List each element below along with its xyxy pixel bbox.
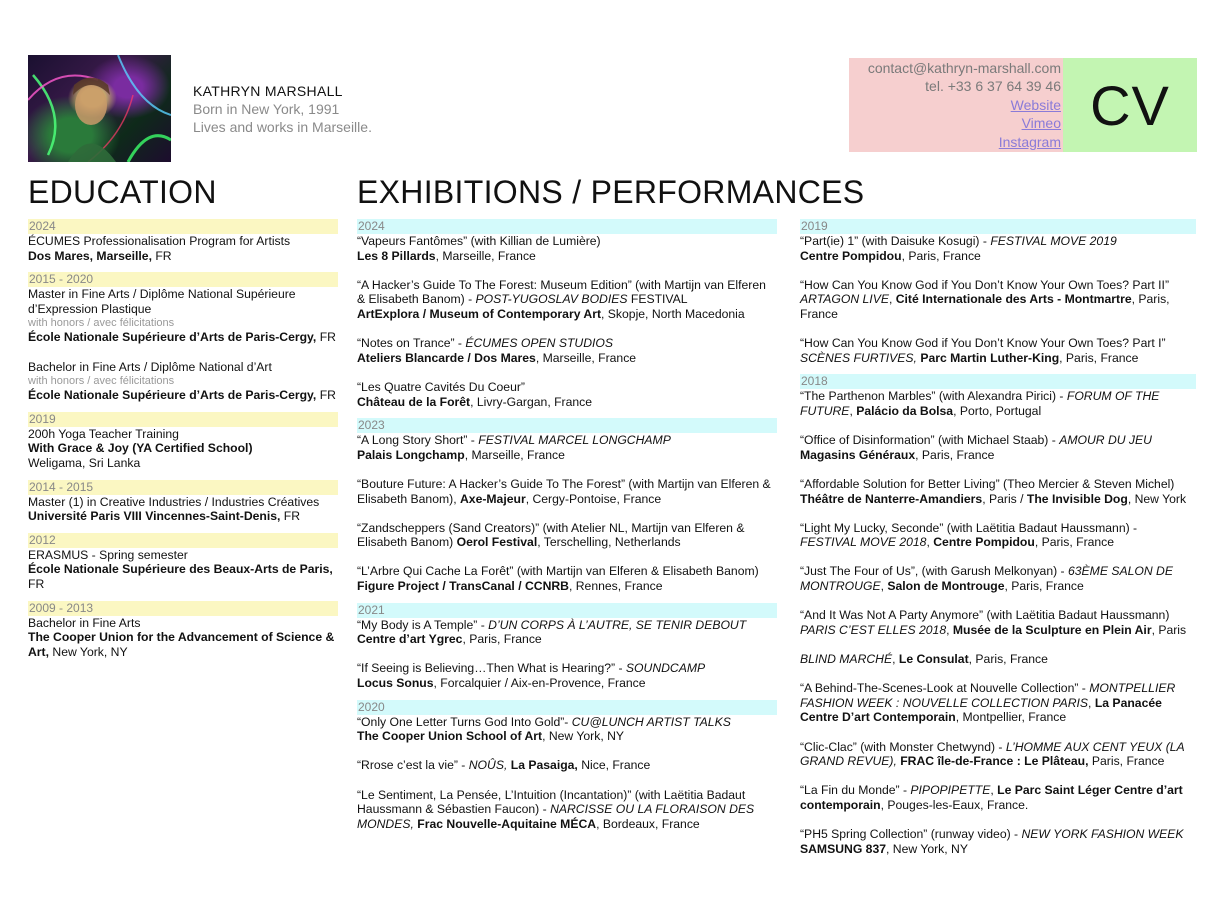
event-text: NARCISSE OU LA FLORAISON DES MONDES, (357, 802, 755, 831)
venue-text: With Grace & Joy (YA Certified School) (28, 441, 253, 456)
entry (800, 740, 1196, 769)
entry (357, 661, 777, 690)
entry-line (800, 448, 1196, 463)
entry-text: , Paris / (982, 491, 1027, 506)
entry-text: ERASMUS - Spring semester (28, 547, 188, 562)
entry-line (800, 652, 1196, 667)
entry-text: , Porto, Portugal (953, 403, 1042, 418)
entry-text: FR (316, 388, 336, 403)
entry-text: “Vapeurs Fantômes” (with Killian de Lumière) (357, 234, 601, 248)
year-label: 2018 (800, 374, 1196, 389)
entry (800, 234, 1196, 263)
entry-line (800, 234, 1196, 249)
entry (357, 564, 777, 593)
entry (800, 783, 1196, 812)
entry-line (28, 360, 338, 375)
entry-line (357, 234, 777, 249)
education-heading: EDUCATION (28, 174, 217, 210)
entry-text: “Le Sentiment, La Pensée, L’Intuition (Incantation)” (with Laëtitia Badaut Haussmann & Sébastien Faucon) - (357, 787, 746, 817)
entry-line (800, 389, 1196, 418)
entry-line (357, 788, 777, 832)
entry-text: Bachelor in Fine Arts / Diplôme National d’Art (28, 359, 272, 374)
entry-line (357, 632, 777, 647)
entry-text: “A Behind-The-Scenes-Look at Nouvelle Collection” - (800, 681, 1090, 696)
venue-text: The Cooper Union School of Art (357, 729, 543, 744)
entry (28, 548, 338, 592)
entry (28, 360, 338, 403)
entry-text: , Marseille, France (535, 350, 637, 365)
venue-text: FRAC île-de-France : Le Plâteau, (900, 754, 1089, 769)
entry-line (357, 676, 777, 691)
entry (357, 758, 777, 773)
entry-text: , Paris, France (968, 652, 1048, 667)
entry-line (28, 234, 338, 249)
entry-text: “Les Quatre Cavités Du Coeur” (357, 379, 525, 394)
entry (800, 681, 1196, 725)
year-label: 2021 (357, 603, 777, 618)
entry-text: “Rrose c’est la vie” - (357, 758, 469, 773)
entry-line (28, 495, 338, 510)
entry-text: “How Can You Know God if You Don’t Know Your Own Toes? Part I” (800, 336, 1166, 351)
entry-line (28, 616, 338, 631)
venue-text: Musée de la Sculpture en Plein Air (952, 622, 1152, 637)
entry-text: “Only One Letter Turns God Into Gold”- (357, 714, 572, 729)
entry-text: “Notes on Trance” - (357, 336, 466, 351)
entry-line (28, 427, 338, 442)
year-label: 2024 (28, 219, 338, 234)
venue-text: Théâtre de Nanterre-Amandiers (800, 491, 983, 506)
section-2023 (357, 418, 777, 594)
event-text: FESTIVAL MARCEL LONGCHAMP (478, 433, 671, 448)
entry-line (357, 661, 777, 676)
entry-text: , Pouges-les-Eaux, France. (880, 797, 1029, 812)
venue-text: Palais Longchamp (357, 447, 465, 462)
entry-text: Master (1) in Creative Industries / Industries Créatives (28, 494, 320, 509)
entry-text: “Light My Lucky, Seconde” (with Laëtitia Badaut Haussmann) - (800, 520, 1138, 535)
entry-text: FR (151, 248, 172, 263)
bio (193, 82, 372, 136)
entry-text: “Just The Four of Us”, (with Garush Melkonyan) - (800, 564, 1068, 579)
event-text: ARTAGON LIVE (800, 292, 889, 307)
exhibitions-heading: EXHIBITIONS / PERFORMANCES (357, 174, 865, 210)
section-2009-2013 (28, 601, 338, 660)
venue-text: SAMSUNG 837 (800, 841, 887, 856)
entry-line (800, 477, 1196, 492)
venue-text: Centre Pompidou (933, 535, 1035, 550)
portrait-photo (28, 55, 171, 162)
entry-text: “Office of Disinformation” (with Michael Staab) - (800, 433, 1060, 448)
entry-text: , New York, NY (542, 729, 625, 744)
venue-text: École Nationale Supérieure des Beaux-Arts de Paris, (28, 562, 333, 577)
entry-line (28, 388, 338, 403)
entry-text: , Marseille, France (464, 447, 565, 462)
venue-text: Centre Pompidou (800, 248, 902, 263)
entry (357, 380, 777, 409)
venue-text: École Nationale Supérieure d’Arts de Paris-Cergy, (28, 388, 317, 403)
entry-line (357, 249, 777, 264)
entry-line (28, 456, 338, 471)
entry-text: , Paris, France (901, 248, 981, 263)
entry (800, 608, 1196, 637)
entry-text: “A Hacker’s Guide To The Forest: Museum Edition” (with Martijn van Elferen & Elisabeth Banom) - (357, 277, 766, 307)
entry-text: , New York (1127, 491, 1187, 506)
entry-line (357, 729, 777, 744)
year-label: 2019 (800, 219, 1196, 234)
event-text: PARIS C’EST ELLES 2018 (800, 622, 947, 637)
entry-line (357, 477, 777, 506)
education-column (28, 219, 338, 668)
venue-text: The Invisible Dog (1026, 491, 1128, 506)
entry (357, 336, 777, 365)
contact-email[interactable]: contact@kathryn-marshall.com (867, 60, 1061, 76)
entry (357, 278, 777, 322)
venue-text: La Panacée Centre D’art Contemporain (800, 695, 1162, 725)
event-text: AMOUR DU JEU (1059, 433, 1152, 448)
event-text: PIPOPIPETTE (910, 783, 991, 798)
entry-line (357, 380, 777, 395)
entry-text: 200h Yoga Teacher Training (28, 426, 179, 441)
entry-text: , Paris, France (800, 292, 1170, 321)
entry (28, 234, 338, 263)
entry-line (28, 509, 338, 524)
vimeo-link[interactable]: Vimeo (1021, 115, 1061, 132)
exhibitions-column-2 (800, 219, 1196, 865)
entry-text: FR (316, 330, 336, 345)
entry-text: “If Seeing is Believing…Then What is Hearing?” - (357, 661, 626, 676)
section-2015-2020 (28, 272, 338, 403)
entry-line (357, 433, 777, 448)
entry-line (800, 292, 1196, 321)
entry-text: “How Can You Know God if You Don’t Know Your Own Toes? Part II” (800, 277, 1170, 292)
entry (28, 495, 338, 524)
entry-text: , Paris, France (1059, 350, 1139, 365)
entry-line (357, 715, 777, 730)
entry-line (357, 395, 777, 410)
entry-text: “L’Arbre Qui Cache La Forêt” (with Martijn van Elferen & Elisabeth Banom) (357, 564, 759, 579)
entry (28, 427, 338, 471)
entry-text: , (946, 622, 953, 637)
entry-line (28, 287, 338, 316)
entry (357, 521, 777, 550)
entry-line (800, 351, 1196, 366)
entry-line (800, 740, 1196, 769)
entry-text: “The Parthenon Marbles” (with Alexandra Pirici) - (800, 389, 1067, 404)
entry-line (800, 623, 1196, 638)
entry-line (357, 579, 777, 594)
entry-text: , Montpellier, France (955, 710, 1067, 725)
section-2012 (28, 533, 338, 592)
entry-line (800, 564, 1196, 593)
venue-text: Axe-Majeur (459, 491, 526, 506)
entry (357, 715, 777, 744)
event-text: MONTPELLIER FASHION WEEK : NOUVELLE COLLECTION PARIS (800, 681, 1176, 710)
entry-text: , New York, NY (886, 841, 968, 856)
entry-text: “Clic-Clac” (with Monster Chetwynd) - (800, 739, 1006, 754)
artist-name: KATHRYN MARSHALL (193, 83, 343, 99)
entry-line (357, 278, 777, 307)
entry-text: “A Long Story Short” - (357, 433, 479, 448)
section-2020 (357, 700, 777, 832)
entry-text: , (892, 652, 899, 667)
event-text: SCÈNES FURTIVES, (800, 350, 917, 365)
entry (800, 652, 1196, 667)
entry-text: , Marseille, France (435, 248, 536, 263)
entry-text: FESTIVAL (627, 292, 688, 307)
venue-text: Le Consulat (898, 652, 969, 667)
entry-line (357, 758, 777, 773)
entry-line (800, 492, 1196, 507)
entry-text: “Bouture Future: A Hacker’s Guide To The Forest” (with Martijn van Elferen & Elisabeth Banom), (357, 476, 771, 506)
instagram-link[interactable]: Instagram (998, 133, 1061, 150)
year-label: 2009 - 2013 (28, 601, 338, 616)
event-text: BLIND MARCHÉ (800, 652, 893, 667)
venue-text: Château de la Forêt (357, 394, 471, 409)
year-label: 2015 - 2020 (28, 272, 338, 287)
venue-text: Cité Internationale des Arts - Montmartre (895, 292, 1132, 307)
entry-line (28, 374, 338, 388)
venue-text: Université Paris VIII Vincennes-Saint-Denis, (28, 509, 281, 524)
entry-line (800, 433, 1196, 448)
entry-line (357, 307, 777, 322)
entry-line (800, 783, 1196, 812)
event-text: FESTIVAL MOVE 2019 (990, 234, 1117, 248)
venue-text: The Cooper Union for the Advancement of Science & Art, (28, 630, 335, 659)
year-label: 2023 (357, 418, 777, 433)
venue-text: Palácio da Bolsa (856, 403, 954, 418)
cv-label: CV (1063, 58, 1197, 152)
entry-line (800, 278, 1196, 293)
entry (800, 564, 1196, 593)
section-2018 (800, 374, 1196, 856)
venue-text: La Pasaiga, (510, 758, 578, 773)
entry-text: , (888, 292, 896, 307)
entry-text: , Paris, France (1034, 535, 1115, 550)
entry-text: , Paris, France (915, 447, 995, 462)
entry-text: , Paris (1151, 622, 1187, 637)
year-label: 2020 (357, 700, 777, 715)
event-text: NOÛS, (468, 758, 508, 773)
year-label: 2024 (357, 219, 777, 234)
event-text: SOUNDCAMP (625, 661, 706, 676)
year-label: 2012 (28, 533, 338, 548)
entry-text: , (926, 535, 934, 550)
event-text: POST-YUGOSLAV BODIES (475, 292, 628, 307)
entry-line (800, 842, 1196, 857)
venue-text: Locus Sonus (357, 676, 434, 691)
entry-text: , Skopje, North Macedonia (601, 306, 745, 321)
venue-text: École Nationale Supérieure d’Arts de Paris-Cergy, (28, 330, 317, 345)
honors-note: with honors / avec félicitations (28, 317, 175, 330)
entry (800, 336, 1196, 365)
entry-line (357, 618, 777, 633)
venue-text: Frac Nouvelle-Aquitaine MÉCA (417, 816, 597, 831)
venue-text: ArtExplora / Museum of Contemporary Art (357, 306, 602, 321)
entry (357, 618, 777, 647)
entry-line (28, 548, 338, 563)
entry-text: , (1088, 695, 1095, 710)
residence-info: Lives and works in Marseille. (193, 119, 372, 135)
birth-info: Born in New York, 1991 (193, 101, 340, 117)
honors-note: with honors / avec félicitations (28, 375, 175, 388)
entry (800, 827, 1196, 856)
entry-line (357, 351, 777, 366)
venue-text: Dos Mares, Marseille, (28, 248, 152, 263)
entry-text: , Cergy-Pontoise, France (525, 491, 662, 506)
entry-text: Bachelor in Fine Arts (28, 615, 141, 630)
entry-text: , Paris, France (462, 632, 542, 647)
event-text: CU@LUNCH ARTIST TALKS (571, 714, 731, 729)
section-2024 (28, 219, 338, 263)
entry-text: FR (280, 509, 301, 524)
entry-line (800, 681, 1196, 725)
entry-line (357, 564, 777, 579)
entry-text: New York, NY (49, 644, 128, 659)
entry-text: “La Fin du Monde” - (800, 783, 911, 798)
section-2019 (28, 412, 338, 471)
venue-text: Centre d’art Ygrec (357, 632, 463, 647)
entry-line (800, 249, 1196, 264)
section-2014-2015 (28, 480, 338, 524)
entry-text: “My Body is A Temple” - (357, 617, 489, 632)
entry-line (800, 521, 1196, 550)
entry-text: “Affordable Solution for Better Living” (Theo Mercier & Steven Michel) (800, 476, 1175, 491)
venue-text: Magasins Généraux (800, 447, 916, 462)
entry-line (357, 336, 777, 351)
entry-line (28, 441, 338, 456)
event-text: D’UN CORPS À L’AUTRE, SE TENIR DEBOUT (488, 617, 747, 632)
entry-line (800, 827, 1196, 842)
venue-text: Oerol Festival (456, 535, 538, 550)
entry-text: ÉCUMES Professionalisation Program for Artists (28, 234, 291, 248)
entry-text: , Livry-Gargan, France (470, 394, 593, 409)
venue-text: Le Parc Saint Léger Centre d’art contemporain (800, 783, 1183, 812)
entry-line (28, 316, 338, 330)
event-text: NEW YORK FASHION WEEK (1021, 827, 1184, 842)
year-label: 2014 - 2015 (28, 480, 338, 495)
entry-text: “Zandscheppers (Sand Creators)” (with Atelier NL, Martijn van Elferen & Elisabeth Banom) (357, 520, 745, 550)
event-text: L’HOMME AUX CENT YEUX (LA GRAND REVUE), (800, 739, 1185, 769)
contact-box (849, 58, 1063, 152)
website-link[interactable]: Website (1010, 96, 1061, 113)
entry (357, 788, 777, 832)
entry-text: , Bordeaux, France (596, 816, 700, 831)
entry-text: Paris, France (1088, 754, 1165, 769)
contact-phone: tel. +33 6 37 64 39 46 (925, 78, 1061, 95)
entry-text: , Paris, France (1004, 579, 1084, 594)
entry-text: , (990, 783, 998, 798)
entry (28, 287, 338, 345)
event-text: 63ÈME SALON DE MONTROUGE (800, 564, 1173, 594)
entry-text: , Forcalquier / Aix-en-Provence, France (433, 676, 646, 691)
entry (800, 433, 1196, 462)
exhibitions-column-1 (357, 219, 777, 840)
entry-line (357, 521, 777, 550)
entry (357, 234, 777, 263)
entry-line (28, 630, 338, 659)
section-2019 (800, 219, 1196, 365)
venue-text: Ateliers Blancarde / Dos Mares (357, 350, 536, 365)
light-trails-graphic (28, 55, 171, 162)
entry-line (800, 608, 1196, 623)
entry-text: , (880, 579, 888, 594)
venue-text: Salon de Montrouge (887, 579, 1005, 594)
entry-line (357, 448, 777, 463)
entry (800, 389, 1196, 418)
entry-text: Nice, France (577, 758, 651, 773)
entry-text: “And It Was Not A Party Anymore” (with Laëtitia Badaut Haussmann) (800, 608, 1170, 623)
entry-text: , Rennes, France (568, 579, 663, 594)
entry-text: , Terschelling, Netherlands (537, 535, 681, 550)
event-text: FORUM OF THE FUTURE (800, 389, 1160, 418)
entry-text: “PH5 Spring Collection” (runway video) - (800, 827, 1022, 842)
event-text: ÉCUMES OPEN STUDIOS (465, 336, 613, 351)
event-text: FESTIVAL MOVE 2018 (800, 535, 927, 550)
entry-text: FR (28, 576, 45, 591)
entry (28, 616, 338, 660)
entry-line (28, 330, 338, 345)
entry (800, 278, 1196, 322)
entry-line (28, 249, 338, 264)
section-2021 (357, 603, 777, 691)
entry (800, 521, 1196, 550)
entry-line (800, 336, 1196, 351)
entry (357, 477, 777, 506)
entry-text: “Part(ie) 1” (with Daisuke Kosugi) - (800, 234, 991, 248)
venue-text: Figure Project / TransCanal / CCNRB (357, 579, 569, 594)
entry (357, 433, 777, 462)
venue-text: Les 8 Pillards (357, 248, 436, 263)
entry-text: Weligama, Sri Lanka (28, 455, 141, 470)
entry (800, 477, 1196, 506)
entry-text: , (849, 403, 857, 418)
section-2024 (357, 219, 777, 409)
entry-line (28, 562, 338, 591)
year-label: 2019 (28, 412, 338, 427)
entry-text: Master in Fine Arts / Diplôme National Supérieure d’Expression Plastique (28, 287, 296, 316)
venue-text: Parc Martin Luther-King (920, 350, 1060, 365)
